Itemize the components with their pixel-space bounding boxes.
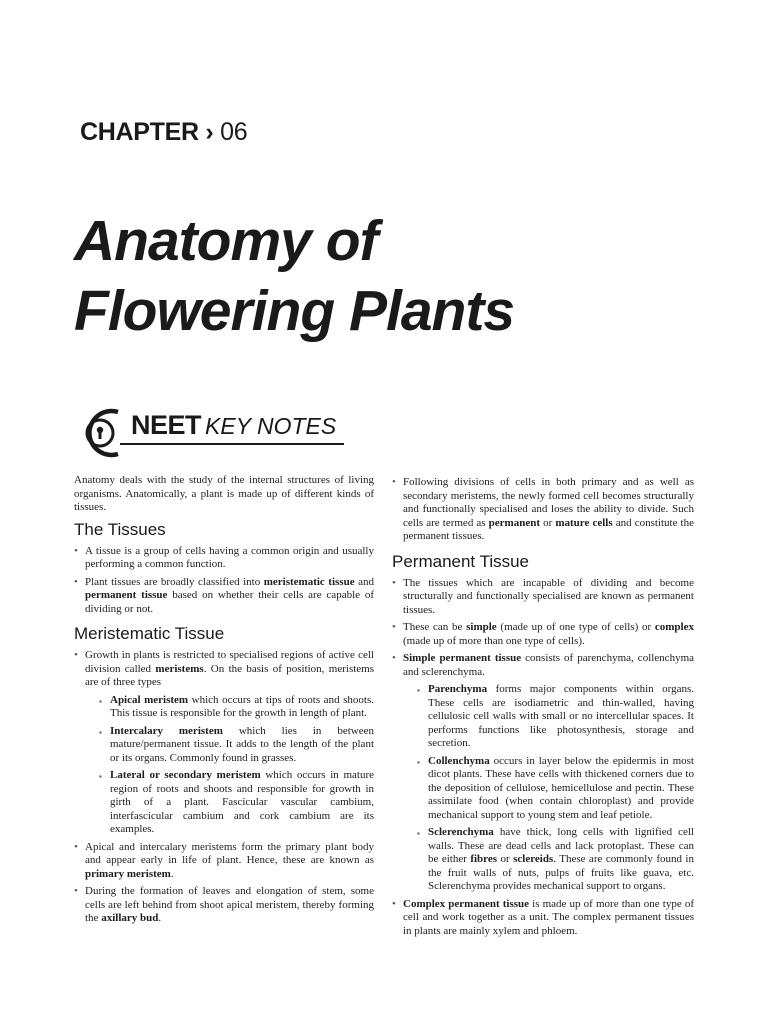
sub-list-item: ▪ Intercalary meristem which lies in between mature/permanent tissue. It adds to the length of the plant or its organs. Commonly found in grasses.	[99, 725, 374, 766]
list-item: • Apical and intercalary meristems form the primary plant body and appear early in life of plant. Hence, these are known as primary meristem.	[74, 841, 374, 882]
list-item: • A tissue is a group of cells having a common origin and usually performing a common function.	[74, 545, 374, 572]
sub-list-item: ▪ Apical meristem which occurs at tips of roots and shoots. This tissue is responsible for the growth in length of plant.	[99, 694, 374, 721]
heading-tissues: The Tissues	[74, 519, 166, 539]
list-item: • Following divisions of cells in both primary and as well as secondary meristems, the newly formed cell becomes structurally and functionally specialised and loses the ability to divide. Such cells are termed as permanent or mature cells and constitute the permanent tissues.	[392, 476, 694, 544]
badge-text: NEET KEY NOTES	[131, 410, 337, 440]
list-item: • Simple permanent tissue consists of parenchyma, collenchyma and sclerenchyma. ▪ Parenchyma forms major components within organs. These cells are isodiametric and thin-walled, having cellulosic cell walls with small or no intercellular spaces. It performs functions like photosynthesis, storage and secretion. ▪ Collenchyma occurs in layer below the epidermis in most dicot plants. These have cells with thickened corners due to the deposition of cellulose, hemicellulose and pectin. These assimilate food (when contain chloroplast) and provide mechanical support to young stem and leaf petiole. ▪ Sclerenchyma have thick, long cells with lignified cell walls. These are dead cells and lack protoplast. These can be either fibres or sclereids. These are commonly found in the fruit walls of nuts, pulps of fruits like guava, etc. Sclerenchyma provides mechanical support to organs.	[392, 652, 694, 894]
chapter-label: CHAPTER › 06	[80, 118, 248, 146]
sub-list-item: ▪ Collenchyma occurs in layer below the epidermis in most dicot plants. These have cells with thickened corners due to the deposition of cellulose, hemicellulose and pectin. These assimilate food (when contain chloroplast) and provide mechanical support to young stem and leaf petiole.	[417, 755, 694, 823]
sub-list-item: ▪ Parenchyma forms major components within organs. These cells are isodiametric and thin-walled, having cellulosic cell walls with small or no intercellular spaces. It performs functions like photosynthesis, storage and secretion.	[417, 683, 694, 751]
intro-paragraph: Anatomy deals with the study of the internal structures of living organisms. Anatomically, a plant is made up of different kinds of tissues.	[74, 474, 374, 513]
sub-list-item: ▪ Lateral or secondary meristem which occurs in mature region of roots and shoots and responsible for growth in girth of a plant. Fascicular vascular cambium, interfascicular cambium and cork cambium are its examples.	[99, 769, 374, 837]
title-line-2: Flowering Plants	[74, 279, 515, 343]
list-item: • These can be simple (made up of one type of cells) or complex (made up of more than one type of cells).	[392, 621, 694, 648]
heading-meristematic: Meristematic Tissue	[74, 624, 225, 643]
list-item: • Complex permanent tissue is made up of more than one type of cell and work together as a unit. The complex permanent tissues in plants are mainly xylem and phloem.	[392, 898, 694, 939]
list-item: • Plant tissues are broadly classified into meristematic tissue and permanent tissue based on whether their cells are capable of dividing or not.	[74, 576, 374, 617]
right-column	[392, 476, 694, 942]
list-item: • During the formation of leaves and elongation of stem, some cells are left behind from shoot apical meristem, thereby forming the axillary bud.	[74, 885, 374, 926]
title-line-1: Anatomy of	[74, 209, 378, 273]
left-column	[74, 474, 374, 930]
page-title	[74, 206, 514, 346]
list-item: • Growth in plants is restricted to specialised regions of active cell division called meristems. On the basis of position, meristems are of three types ▪ Apical meristem which occurs at tips of roots and shoots. This tissue is responsible for the growth in length of plant. ▪ Intercalary meristem which lies in between mature/permanent tissue. It adds to the length of the plant or its organs. Commonly found in grasses. ▪ Lateral or secondary meristem which occurs in mature region of roots and shoots and responsible for growth in girth of a plant. Fascicular vascular cambium, interfascicular cambium and cork cambium are its examples.	[74, 649, 374, 837]
heading-permanent: Permanent Tissue	[392, 551, 530, 571]
list-item: • The tissues which are incapable of dividing and become structurally and functionally specialised are known as permanent tissues.	[392, 577, 694, 618]
sub-list-item: ▪ Sclerenchyma have thick, long cells with lignified cell walls. These are dead cells and lack protoplast. These can be either fibres or sclereids. These are commonly found in the fruit walls of nuts, pulps of fruits like guava, etc. Sclerenchyma provides mechanical support to organs.	[417, 826, 694, 894]
